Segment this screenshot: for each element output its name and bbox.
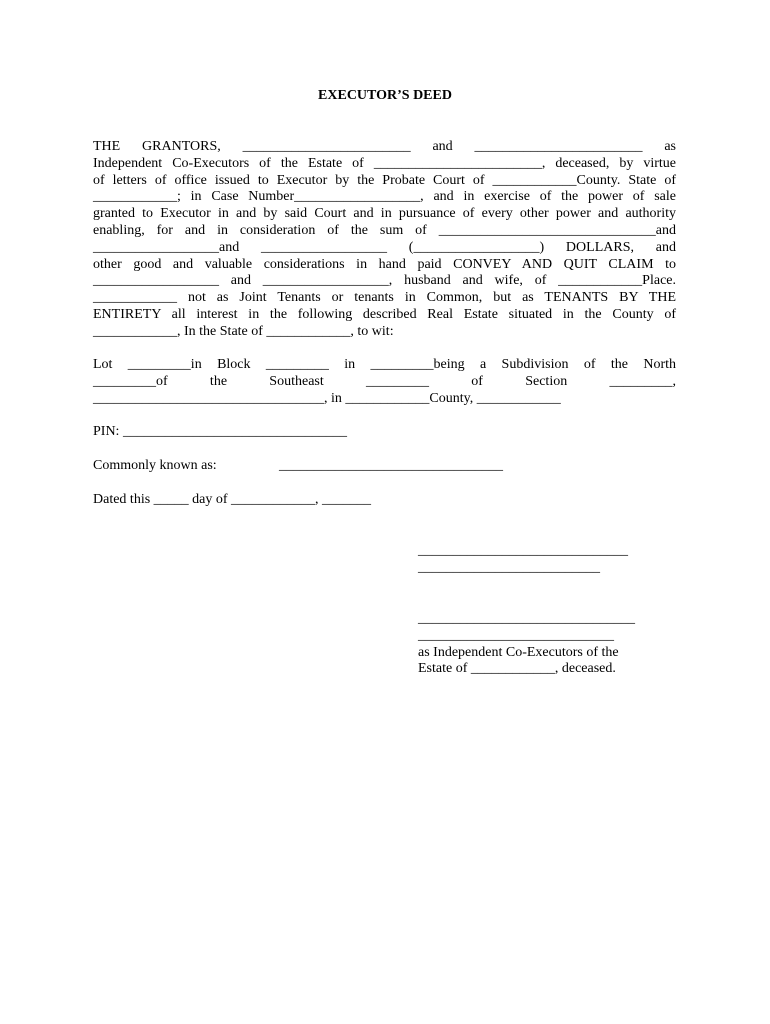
paragraph-line: __________________ and __________________, husband and wife, of ____________Place. [93,273,676,289]
signature-caption: as Independent Co-Executors of the [418,644,619,660]
paragraph-line: THE GRANTORS, ________________________ and ________________________ as [93,139,676,154]
signature-block-1 [418,543,678,577]
paragraph-line: __________________and __________________ (__________________) DOLLARS, and [93,239,676,255]
document-title: EXECUTOR’S DEED [318,88,452,103]
paragraph-line: granted to Executor in and by said Court and in pursuance of every other power and authority [93,206,676,222]
paragraph-line: _________________________________, in ____________County, ____________ [93,390,561,406]
grantors-paragraph [93,139,676,341]
signature-line: ____________________________ [418,627,614,643]
signature-line: __________________________ [418,559,600,575]
paragraph-line: ____________, In the State of ____________, to wit: [93,323,394,339]
signature-line: _______________________________ [418,611,635,626]
paragraph-line: ____________ not as Joint Tenants or tenants in Common, but as TENANTS BY THE [93,290,676,306]
legal-description-paragraph [93,357,676,407]
paragraph-line: ENTIRETY all interest in the following described Real Estate situated in the County of [93,306,676,322]
signature-line: ______________________________ [418,543,628,558]
paragraph-line: _________of the Southeast _________ of Section _________, [93,373,676,389]
pin-line: PIN: ________________________________ [93,424,347,439]
paragraph-line: other good and valuable considerations in hand paid CONVEY AND QUIT CLAIM to [93,256,676,272]
signature-caption: Estate of ____________, deceased. [418,661,616,677]
paragraph-line: Lot _________in Block _________ in _________being a Subdivision of the North [93,357,676,372]
commonly-known-label: Commonly known as: [93,458,217,473]
commonly-known-blank: ________________________________ [279,458,503,473]
paragraph-line: enabling, for and in consideration of the sum of _______________________________and [93,222,676,238]
paragraph-line: of letters of office issued to Executor by the Probate Court of ____________County. State of [93,172,676,188]
signature-block-2 [418,611,678,678]
dated-line: Dated this _____ day of ____________, _______ [93,492,372,507]
commonly-known-line [93,458,676,475]
paragraph-line: Independent Co-Executors of the Estate of ________________________, deceased, by virtue [93,155,676,171]
paragraph-line: ____________; in Case Number__________________, and in exercise of the power of sale [93,189,676,205]
